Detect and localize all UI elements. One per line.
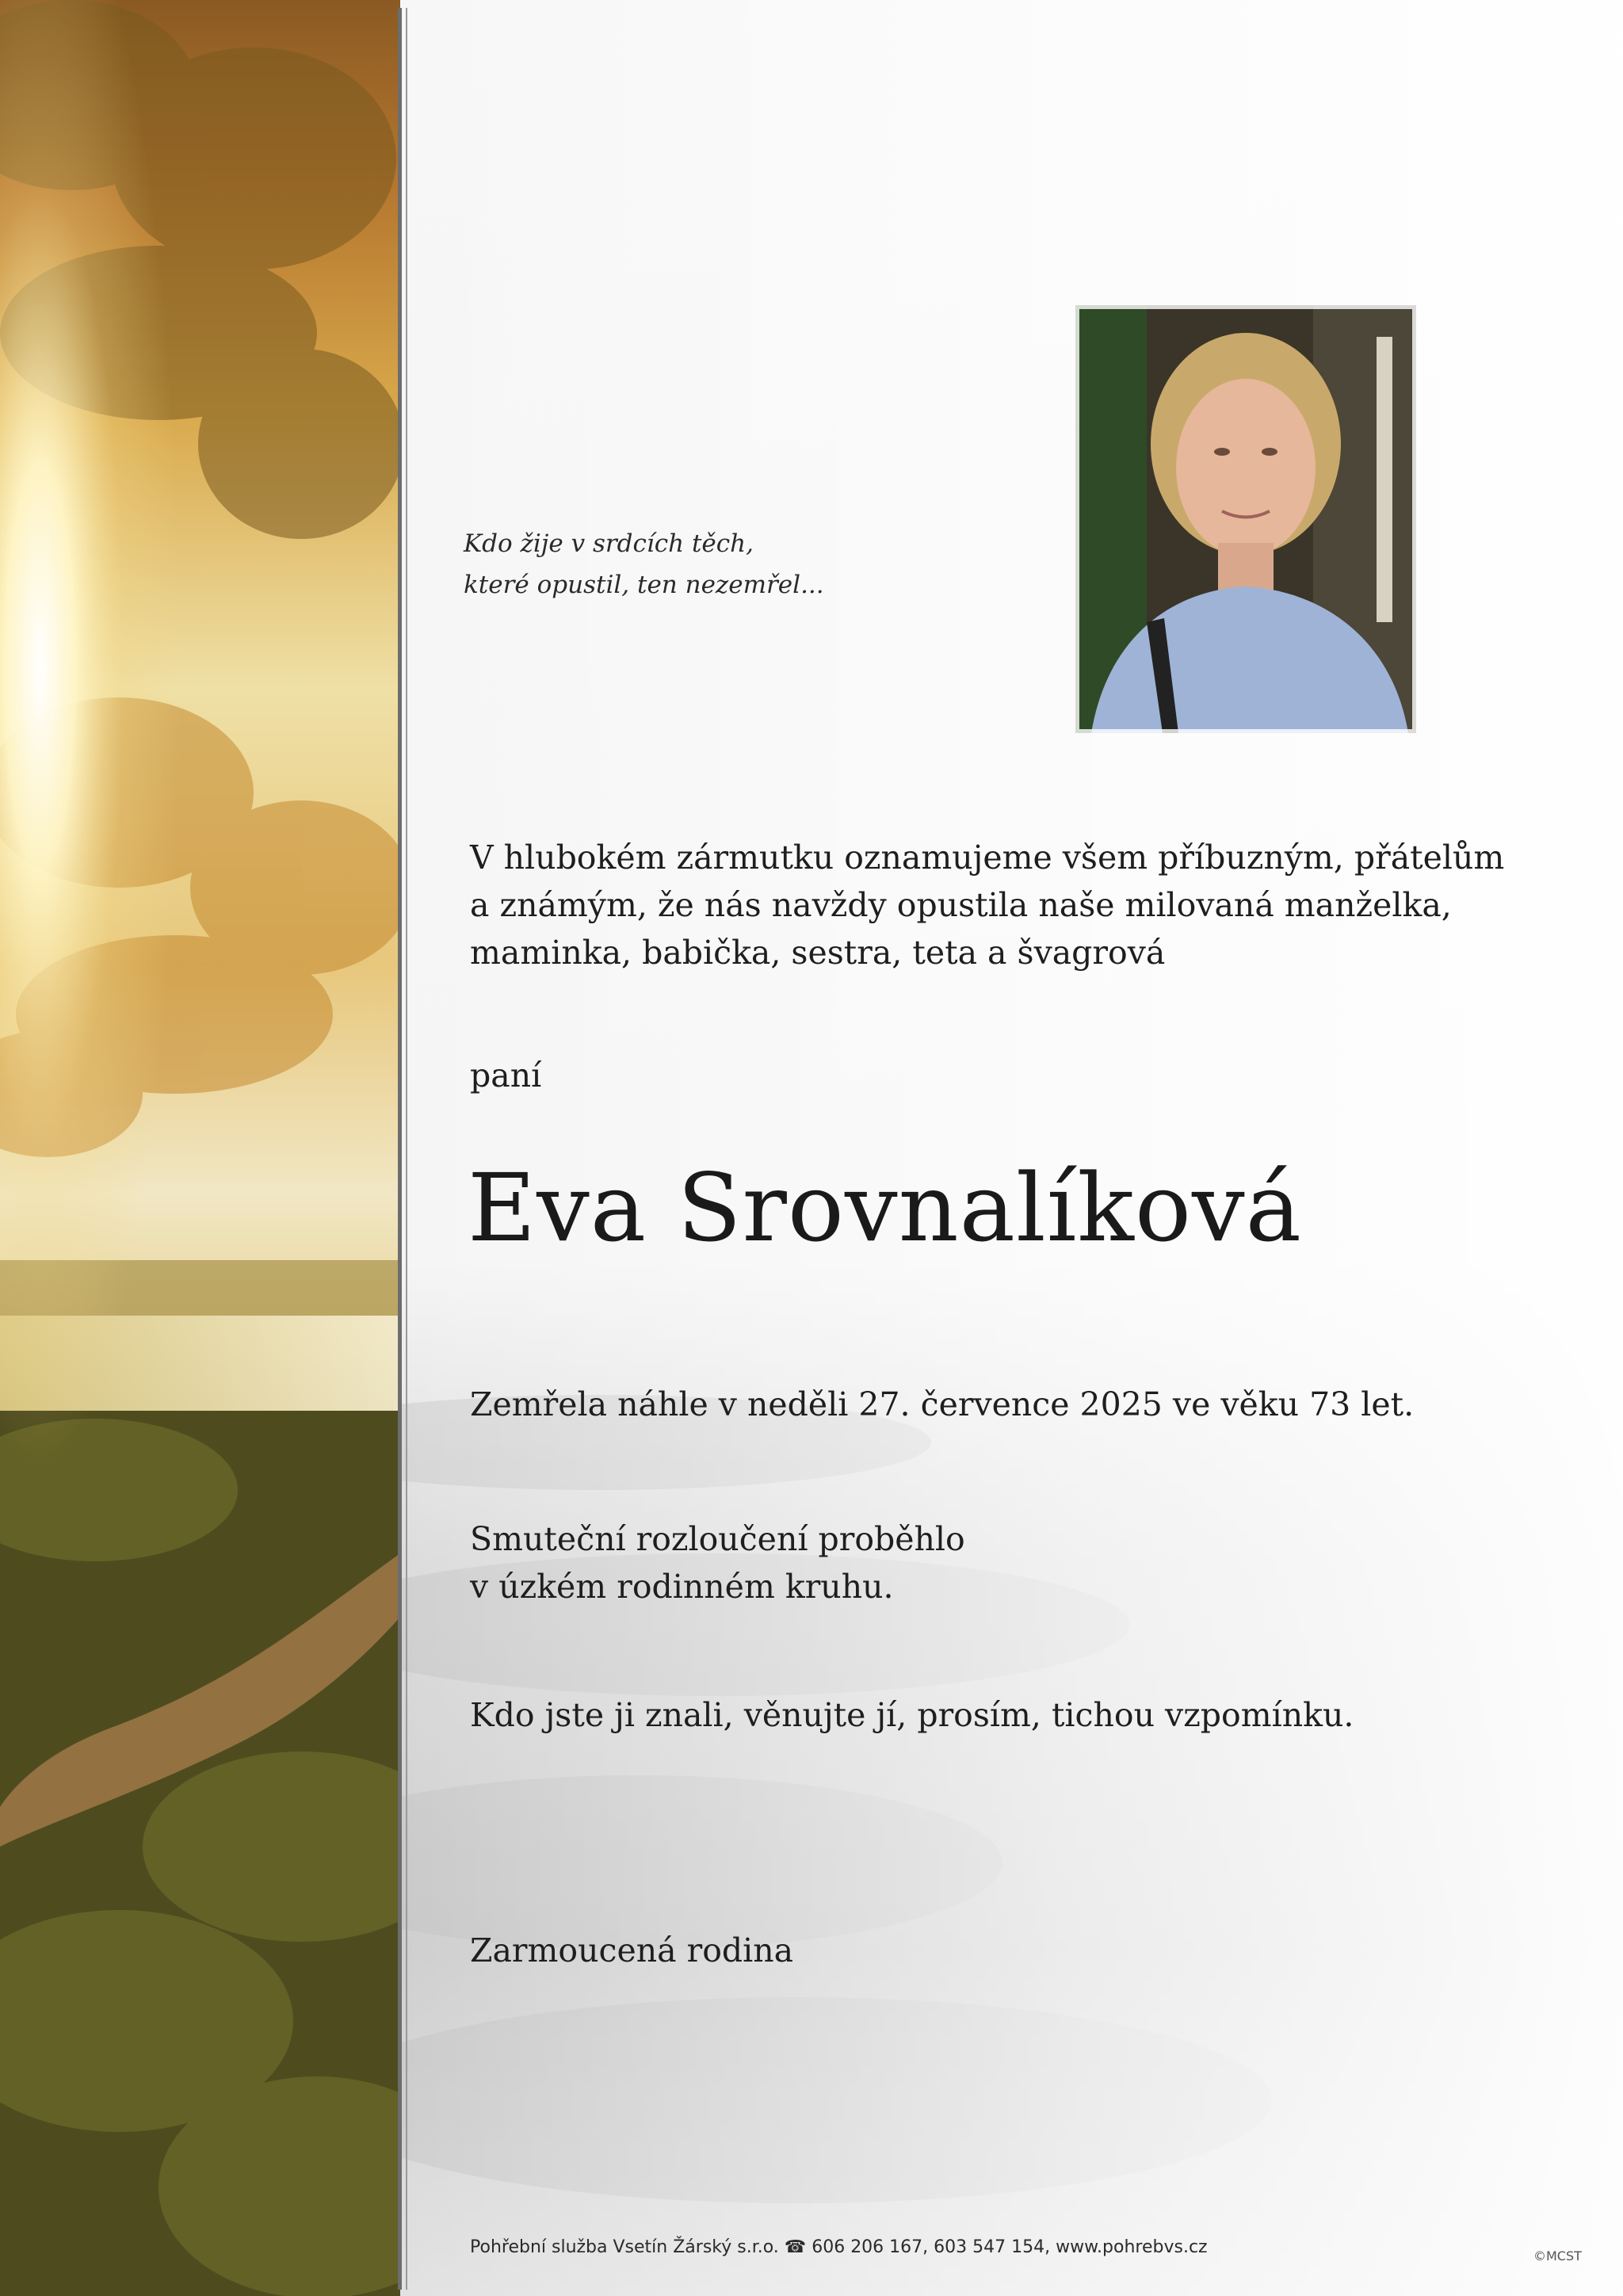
- farewell-line-2: v úzkém rodinném kruhu.: [470, 1568, 894, 1606]
- announcement-line-3: maminka, babička, sestra, teta a švagrová: [470, 934, 1166, 972]
- announcement-line-1: V hlubokém zármutku oznamujeme všem příbuzným, přátelům: [470, 839, 1505, 877]
- motto-line-1: Kdo žije v srdcích těch,: [464, 529, 754, 558]
- portrait-photo: [1075, 305, 1416, 733]
- vertical-rule: [398, 8, 402, 2290]
- motto: [464, 523, 824, 606]
- vertical-rule-thin: [406, 8, 407, 2290]
- deceased-name: Eva Srovnalíková: [468, 1153, 1302, 1263]
- landscape-illustration: [0, 0, 400, 2296]
- copyright-mark: ©MCST: [1533, 2248, 1582, 2264]
- contact-info: 606 206 167, 603 547 154, www.pohrebvs.cz: [812, 2237, 1208, 2257]
- footer: [470, 2237, 1208, 2257]
- funeral-service-name: Pohřební služba Vsetín Žárský s.r.o.: [470, 2237, 779, 2257]
- death-notice: Zemřela náhle v neděli 27. července 2025 ve věku 73 let.: [470, 1385, 1415, 1423]
- announcement: [470, 834, 1504, 976]
- motto-line-2: které opustil, ten nezemřel...: [464, 571, 824, 599]
- farewell-notice: [470, 1515, 965, 1610]
- announcement-line-2: a známým, že nás navždy opustila naše milovaná manželka,: [470, 886, 1452, 924]
- honorific: paní: [470, 1056, 542, 1095]
- signature: Zarmoucená rodina: [470, 1931, 794, 1969]
- farewell-line-1: Smuteční rozloučení proběhlo: [470, 1520, 965, 1558]
- memory-request: Kdo jste ji znali, věnujte jí, prosím, tichou vzpomínku.: [470, 1696, 1354, 1734]
- phone-icon: ☎: [784, 2237, 807, 2257]
